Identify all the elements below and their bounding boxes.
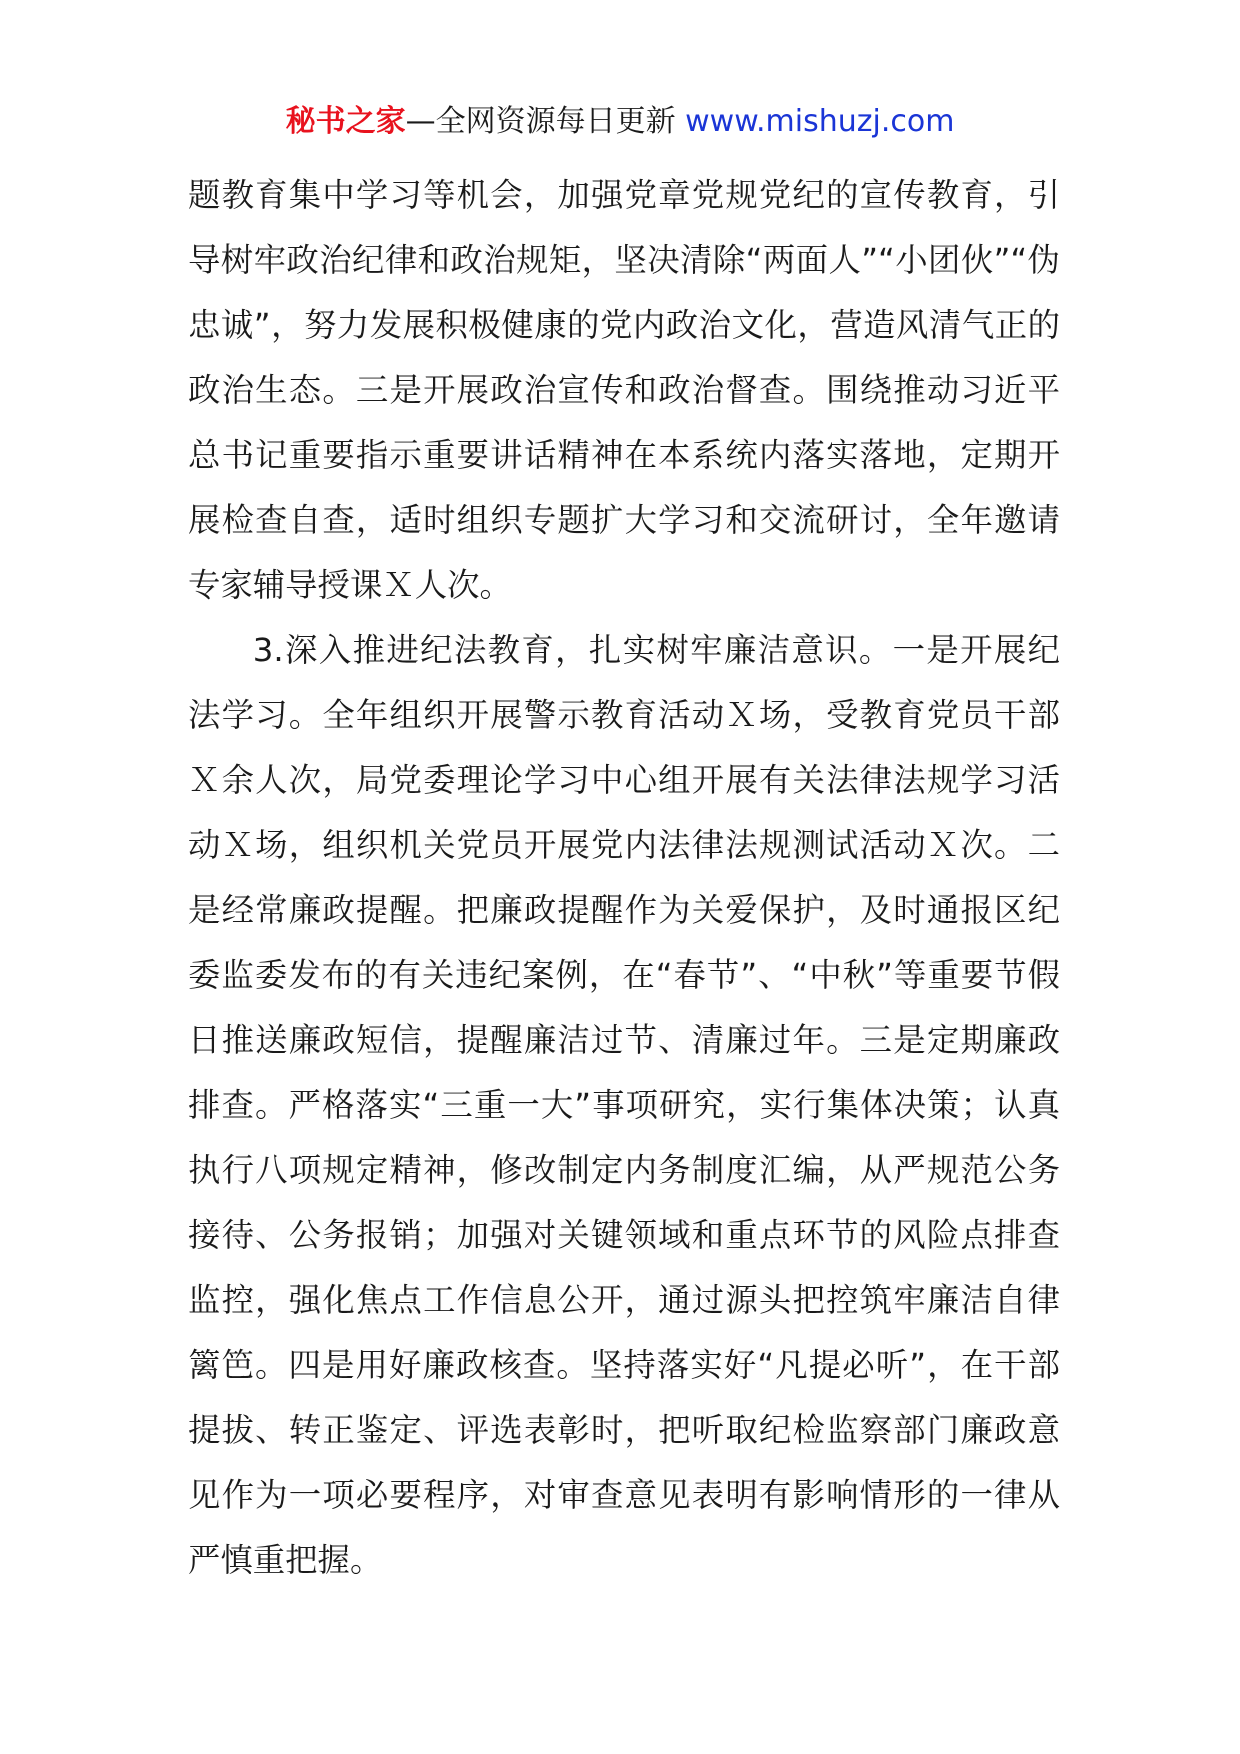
header-site-link[interactable]: www.mishuzj.com bbox=[685, 104, 955, 139]
page-header bbox=[0, 100, 1240, 144]
header-tagline: —全网资源每日更新 bbox=[405, 104, 676, 139]
document-body bbox=[188, 163, 1060, 1593]
paragraph-continued: 题教育集中学习等机会，加强党章党规党纪的宣传教育，引导树牢政治纪律和政治规矩，坚决清除“两面人”“小团伙”“伪忠诚”，努力发展积极健康的党内政治文化，营造风清气正的政治生态。三是开展政治宣传和政治督查。围绕推动习近平总书记重要指示重要讲话精神在本系统内落实落地，定期开展检查自查，适时组织专题扩大学习和交流研讨，全年邀请专家辅导授课Ｘ人次。 bbox=[188, 176, 1060, 604]
paragraph-section-3: 3.深入推进纪法教育，扎实树牢廉洁意识。一是开展纪法学习。全年组织开展警示教育活动Ｘ场，受教育党员干部Ｘ余人次，局党委理论学习中心组开展有关法律法规学习活动Ｘ场，组织机关党员开展党内法律法规测试活动Ｘ次。二是经常廉政提醒。把廉政提醒作为关爱保护，及时通报区纪委监委发布的有关违纪案例，在“春节”、“中秋”等重要节假日推送廉政短信，提醒廉洁过节、清廉过年。三是定期廉政排查。严格落实“三重一大”事项研究，实行集体决策；认真执行八项规定精神，修改制定内务制度汇编，从严规范公务接待、公务报销；加强对关键领域和重点环节的风险点排查监控，强化焦点工作信息公开，通过源头把控筑牢廉洁自律篱笆。四是用好廉政核查。坚持落实好“凡提必听”，在干部提拔、转正鉴定、评选表彰时，把听取纪检监察部门廉政意见作为一项必要程序，对审查意见表明有影响情形的一律从严慎重把握。 bbox=[188, 631, 1060, 1579]
header-brand: 秘书之家 bbox=[285, 104, 406, 139]
